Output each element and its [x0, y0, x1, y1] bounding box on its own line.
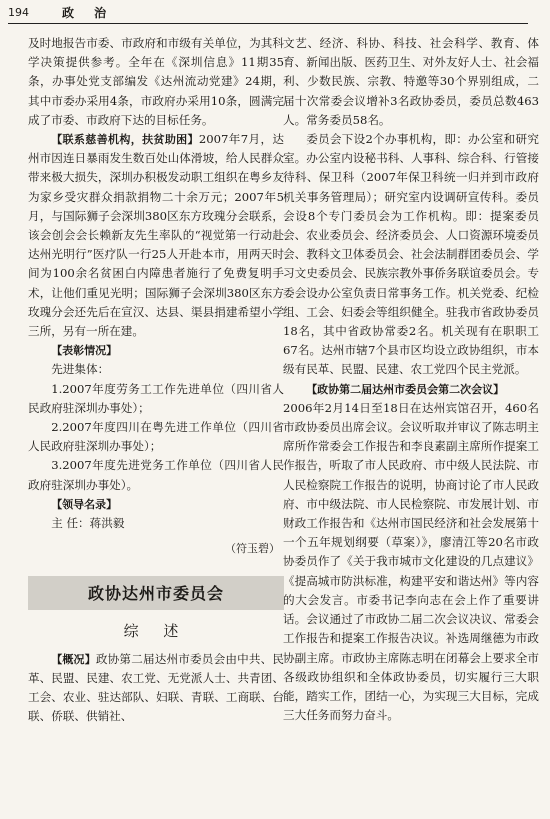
awards-intro: 先进集体： [51, 362, 110, 377]
award-item: 1.2007年度劳务工工作先进单位（四川省人民政府驻深圳办事处）； [28, 381, 284, 415]
paragraph-overview [28, 650, 284, 727]
heading-awards-line [28, 341, 284, 360]
running-title: 政 治 [62, 6, 115, 20]
paragraph-organization: 委员会下设2个办事机构，即：办公室和研究室。办公室内设秘书科、人事科、综合科、行管接待科、保卫科（2007年保卫科统一归并到市政府机关事务管理局）；研究室内设调研宣传科。委员会设8个专门委员会为工作机构。即：提案委员会、农业委员会、经济委员会、人口资源环境委员会、教科文卫体委员会、社会法制群团委员会、学习文史委员会、民族宗教外事侨务联谊委员会。专委会设办公室负责日常事务工作。机关党委、纪检组、工会、妇委会等组织健全。驻我市省政协委员18名，其中省政协常委2名。机关现有在职职工67名。达州市辖7个县市区均设立政协组织，市本级有民革、民盟、民建、农工党四个民主党派。 [283, 132, 539, 377]
section-title: 综 述 [123, 622, 189, 641]
overview-text: 政协第二届达州市委员会由中共、民革、民盟、民建、农工党、无党派人士、共青团、工会、农业、驻达部队、妇联、青联、工商联、台联、侨联、供销社、 [28, 651, 284, 724]
award-item: 3.2007年度先进党务工作单位（四川省人民政府驻深圳办事处）。 [28, 458, 284, 492]
page-number: 194 [8, 6, 29, 19]
left-column [28, 34, 284, 727]
paragraph-report: 及时地报告市委、市政府和市级有关单位，为其科学决策提供参考。全年在《深圳信息》11期35条，办事处党支部编发《达州流动党建》24期，其中市委办采用4条，市政府办采用10条，圆满完成了市委、市政府下达的目标任务。 [28, 36, 284, 127]
heading-overview: 【概况】 [51, 652, 96, 666]
heading-charity: 【联系慈善机构，扶贫助困】 [51, 133, 199, 147]
heading-meeting: 【政协第二届达州市委员会第二次会议】 [306, 382, 505, 396]
right-column [283, 34, 539, 725]
leader-entry: 主 任：蒋洪毅 [51, 516, 125, 531]
page-header [0, 0, 550, 26]
charity-text: 2007年7月，达州市因连日暴雨发生数百处山体滑坡，给人民群众带来极大损失，深圳办积极发动职工组织在粤乡友为家乡受灾群众捐款捐物二十余万元；2007年5月，与国际狮子会深圳380区东方玫瑰分会联系，该会创会会长赖新友先生率队的“视觉第一行动赴达州光明行”医疗队一行25人开赴本市，用两天时间为100余名贫困白内障患者施行了免费复明手术，让他们重见光明；国际狮子会深圳380区东方玫瑰分会还先后在宣汉、达县、渠县捐建希望小学三所，另有一所在建。 [28, 132, 284, 339]
award-item: 2.2007年度四川在粤先进工作单位（四川省人民政府驻深圳办事处）； [28, 420, 284, 454]
heading-leaders-line [28, 495, 284, 514]
header-rule [8, 23, 528, 24]
paragraph-charity [28, 130, 284, 341]
chapter-band: 政协达州市委员会 [28, 576, 284, 610]
paragraph-composition: 文艺、经济、科协、科技、社会科学、教育、体育、新闻出版、医药卫生、对外友好人士、社会福利、少数民族、宗教、特邀等30个界别组成，二届十次常委会议增补3名政协委员，委员总数463人。常务委员58名。 [283, 36, 539, 127]
heading-leaders: 【领导名录】 [51, 497, 118, 511]
paragraph-meeting: 2006年2月14日至18日在达州宾馆召开，460名市政协委员出席会议。会议听取并审议了陈志明主席所作常委会工作报告和李良素副主席所作提案工作报告，听取了市人民政府、市中级人民法院、市人民检察院工作报告的说明，协商讨论了市人民政府、市中级法院、市人民检察院、市发展计划、市财政工作报告和《达州市国民经济和社会发展第十一个五年规划纲要（草案）》，廖清江等20名市政协委员作了《关于我市城市文化建设的几点建议》《提高城市防洪标准，构建平安和谐达州》等内容的大会发言。市委书记李向志在会上作了重要讲话。会议通过了市政协二届二次会议决议、常委会工作报告和提案工作报告决议。补选周继德为市政协副主席。市政协主席陈志明在闭幕会上要求全市各级政协组织和全体政协委员，切实履行三大职能，踏实工作，团结一心，为实现三大目标，完成三大任务而努力奋斗。 [283, 400, 539, 723]
heading-meeting-line [283, 380, 539, 399]
author-credit: （符玉碧） [225, 542, 280, 556]
heading-awards: 【表彰情况】 [51, 344, 118, 358]
